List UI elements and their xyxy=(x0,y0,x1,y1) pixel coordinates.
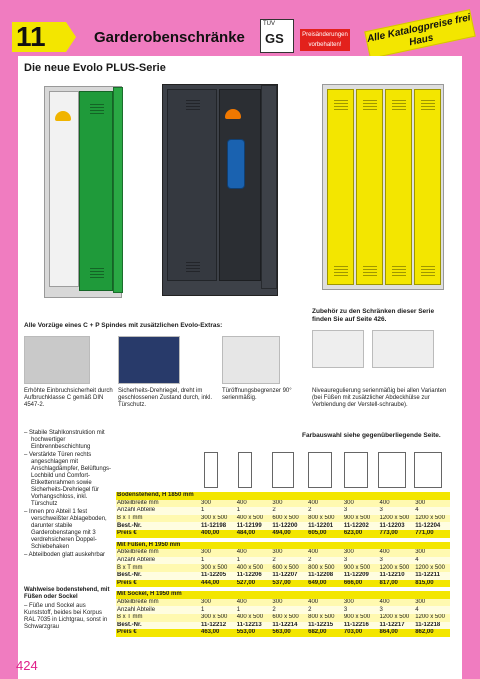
table-cell: 864,00 xyxy=(379,629,415,637)
row-label: B x T mm xyxy=(116,564,200,572)
table-cell: 400 x 500 xyxy=(236,614,272,622)
table-cell: 2 xyxy=(307,557,343,565)
table-cell: 11-12212 xyxy=(200,622,236,630)
yellow-door xyxy=(356,89,383,285)
table-cell: 400 xyxy=(379,599,415,607)
table-cell: 800 x 500 xyxy=(307,515,343,523)
table-cell: 600 x 500 xyxy=(271,614,307,622)
table-cell xyxy=(379,542,415,550)
table-cell: 817,00 xyxy=(379,580,415,588)
table-cell: 11-12216 xyxy=(343,622,379,630)
page-number: 424 xyxy=(16,658,38,673)
table-row xyxy=(116,580,450,588)
table-cell: 300 x 500 xyxy=(200,564,236,572)
table-cell: 300 x 500 xyxy=(200,614,236,622)
locker-diagram-5 xyxy=(344,452,368,488)
row-label: B x T mm xyxy=(116,614,200,622)
section-header xyxy=(116,591,450,599)
table-cell: 3 xyxy=(379,606,415,614)
green-door xyxy=(79,91,113,291)
table-cell: 1 xyxy=(236,557,272,565)
table-cell xyxy=(343,591,379,599)
table-cell: 1200 x 500 xyxy=(379,515,415,523)
table-cell: 463,00 xyxy=(200,629,236,637)
table-cell: 400 xyxy=(307,599,343,607)
yellow-door xyxy=(414,89,441,285)
table-row xyxy=(116,515,450,523)
vent-icon xyxy=(186,100,200,110)
table-cell: 11-12199 xyxy=(236,522,272,530)
table-cell: 773,00 xyxy=(379,530,415,538)
table-cell: 300 xyxy=(343,500,379,508)
table-cell: 862,00 xyxy=(414,629,450,637)
row-label: Best.-Nr. xyxy=(116,572,200,580)
table-cell: 300 xyxy=(414,549,450,557)
table-row xyxy=(116,549,450,557)
table-cell: 11-12200 xyxy=(271,522,307,530)
free-delivery-badge: Alle Katalogpreise frei Haus xyxy=(364,9,475,59)
table-cell: 900 x 500 xyxy=(343,614,379,622)
locker-diagram-2 xyxy=(238,452,252,488)
vent-icon xyxy=(90,268,104,278)
table-cell xyxy=(414,492,450,500)
vent-icon xyxy=(186,262,200,272)
left-margin-band xyxy=(0,0,18,679)
lock-detail-image xyxy=(118,336,180,384)
table-cell: 3 xyxy=(343,557,379,565)
table-cell xyxy=(236,591,272,599)
list-item: – Abteilboden glatt auskehrbar xyxy=(24,552,106,558)
table-cell xyxy=(379,591,415,599)
table-cell xyxy=(379,492,415,500)
table-cell: 771,00 xyxy=(414,530,450,538)
price-table xyxy=(116,492,450,637)
list-item: – Innen pro Abteil 1 fest verschweißter Ablageboden, darunter stabile Garderobenstange mit 3 verdrehsicheren Doppel-Schiebehaken xyxy=(24,509,107,550)
table-cell: 2 xyxy=(271,557,307,565)
table-cell xyxy=(271,492,307,500)
yellow-door xyxy=(385,89,412,285)
extra-caption: Erhöhte Einbruchsicherheit durch Aufbruchklasse C gemäß DIN 4547-2. xyxy=(24,388,113,408)
yellow-locker-image xyxy=(322,84,444,290)
table-cell: 800 x 500 xyxy=(307,614,343,622)
row-label: Bodenstehend, H 1850 mm xyxy=(116,492,200,500)
table-cell xyxy=(271,542,307,550)
table-cell: 11-12205 xyxy=(200,572,236,580)
table-cell: 400 x 500 xyxy=(236,564,272,572)
table-cell: 11-12211 xyxy=(414,572,450,580)
table-cell xyxy=(271,591,307,599)
table-cell: 2 xyxy=(271,606,307,614)
tuv-mark: TÜV xyxy=(263,21,275,27)
table-cell: 400 xyxy=(379,549,415,557)
table-row xyxy=(116,507,450,515)
row-label: Anzahl Abteile xyxy=(116,557,200,565)
table-row xyxy=(116,614,450,622)
anthracite-door xyxy=(167,89,217,281)
table-cell xyxy=(307,542,343,550)
helmet-icon xyxy=(225,109,241,119)
table-cell: 400,00 xyxy=(200,530,236,538)
helmet-icon xyxy=(55,111,71,121)
table-cell: 1 xyxy=(200,557,236,565)
table-cell: 494,00 xyxy=(271,530,307,538)
table-cell: 11-12214 xyxy=(271,622,307,630)
anthracite-door-open xyxy=(261,85,277,289)
table-cell xyxy=(236,492,272,500)
section-header xyxy=(116,492,450,500)
series-title: Die neue Evolo PLUS-Serie xyxy=(24,62,166,74)
locker-diagram-4 xyxy=(308,452,332,488)
list-item: – Verstärkte Türen rechts angeschlagen mit Anschlagdämpfer, Belüftungs-Lochbild und Comfort-Etikettenrahmen sowie Sicherheits-Drehriegel für Vorhangschloss, inkl. Türschutz xyxy=(24,452,112,507)
table-cell: 553,00 xyxy=(236,629,272,637)
table-cell: 300 x 500 xyxy=(200,515,236,523)
table-cell: 800 x 500 xyxy=(307,564,343,572)
table-cell: 600 x 500 xyxy=(271,515,307,523)
table-cell: 400 xyxy=(307,500,343,508)
table-cell: 11-12206 xyxy=(236,572,272,580)
table-row xyxy=(116,522,450,530)
break-in-detail-image xyxy=(24,336,90,384)
table-cell: 666,00 xyxy=(343,580,379,588)
locker-diagram-1 xyxy=(204,452,218,488)
row-label: Mit Sockel, H 1950 mm xyxy=(116,591,200,599)
table-cell: 3 xyxy=(343,507,379,515)
table-cell: 649,00 xyxy=(307,580,343,588)
table-cell xyxy=(200,542,236,550)
table-cell: 484,00 xyxy=(236,530,272,538)
table-cell: 4 xyxy=(414,507,450,515)
vent-icon xyxy=(363,100,377,110)
row-label: Abteilbreite mm xyxy=(116,500,200,508)
table-cell: 400 xyxy=(236,500,272,508)
table-cell: 11-12208 xyxy=(307,572,343,580)
vent-icon xyxy=(363,266,377,276)
table-cell: 3 xyxy=(379,557,415,565)
table-row xyxy=(116,557,450,565)
gs-certification-logo xyxy=(260,19,294,53)
chapter-number: 11 xyxy=(12,22,66,52)
row-label: Abteilbreite mm xyxy=(116,549,200,557)
table-cell xyxy=(343,542,379,550)
table-cell: 815,00 xyxy=(414,580,450,588)
table-cell: 300 xyxy=(200,599,236,607)
table-cell: 1 xyxy=(236,606,272,614)
table-cell: 11-12201 xyxy=(307,522,343,530)
right-margin-band xyxy=(462,0,480,679)
locker-diagram-7 xyxy=(414,452,442,488)
table-cell: 1 xyxy=(200,507,236,515)
table-cell: 3 xyxy=(343,606,379,614)
table-cell: 563,00 xyxy=(271,629,307,637)
table-cell: 400 xyxy=(236,599,272,607)
price-change-badge: Preisänderungen vorbehalten! xyxy=(300,29,350,51)
anthracite-locker-image xyxy=(162,84,278,296)
table-cell: 300 xyxy=(343,549,379,557)
table-cell: 400 xyxy=(236,549,272,557)
row-label: Anzahl Abteile xyxy=(116,606,200,614)
extra-caption: Niveauregulierung serienmäßig bei allen Varianten (bei Füßen mit zusätzlicher Abdeckhülse zur Verblendung der Verstell-schraube). xyxy=(312,388,447,408)
table-cell: 400 xyxy=(307,549,343,557)
table-cell xyxy=(307,492,343,500)
table-cell: 300 xyxy=(414,599,450,607)
table-cell: 4 xyxy=(414,557,450,565)
table-cell: 2 xyxy=(271,507,307,515)
table-cell: 11-12202 xyxy=(343,522,379,530)
row-label: Abteilbreite mm xyxy=(116,599,200,607)
table-cell xyxy=(414,591,450,599)
table-cell: 300 xyxy=(343,599,379,607)
table-cell xyxy=(200,591,236,599)
extra-caption: Sicherheits-Drehriegel, dreht im geschlossenen Zustand durch, inkl. Türschutz. xyxy=(118,388,213,408)
row-label: Best.-Nr. xyxy=(116,622,200,630)
extra-caption: Türöffnungsbegrenzer 90° serienmäßig. xyxy=(222,388,292,401)
table-cell: 11-12215 xyxy=(307,622,343,630)
table-cell xyxy=(200,492,236,500)
table-cell: 1200 x 500 xyxy=(379,614,415,622)
row-label: Anzahl Abteile xyxy=(116,507,200,515)
vent-icon xyxy=(90,104,104,114)
table-cell: 11-12210 xyxy=(379,572,415,580)
table-cell: 527,00 xyxy=(236,580,272,588)
table-cell: 623,00 xyxy=(343,530,379,538)
locker-diagram-6 xyxy=(378,452,406,488)
table-cell: 2 xyxy=(307,606,343,614)
vent-icon xyxy=(421,266,435,276)
table-cell xyxy=(414,542,450,550)
table-row xyxy=(116,629,450,637)
table-cell: 1 xyxy=(200,606,236,614)
page-title: Garderobenschränke xyxy=(94,29,245,46)
vent-icon xyxy=(421,100,435,110)
table-row xyxy=(116,599,450,607)
extras-heading: Alle Vorzüge eines C + P Spindes mit zusätzlichen Evolo-Extras: xyxy=(24,322,223,329)
yellow-door xyxy=(327,89,354,285)
table-cell: 11-12198 xyxy=(200,522,236,530)
table-cell: 900 x 500 xyxy=(343,564,379,572)
green-locker-image xyxy=(44,86,122,298)
foot-accessory-image xyxy=(312,330,364,368)
table-cell xyxy=(307,591,343,599)
feature-list xyxy=(24,430,114,560)
table-cell: 300 xyxy=(271,599,307,607)
table-cell: 11-12203 xyxy=(379,522,415,530)
table-row xyxy=(116,530,450,538)
list-item: – Stabile Stahlkonstruktion mit hochwertiger Einbrennbeschichtung xyxy=(24,430,105,450)
table-cell: 300 xyxy=(414,500,450,508)
locker-diagram-3 xyxy=(272,452,294,488)
table-cell: 900 x 500 xyxy=(343,515,379,523)
table-cell xyxy=(343,492,379,500)
vent-icon xyxy=(392,266,406,276)
row-label: Best.-Nr. xyxy=(116,522,200,530)
jacket-icon xyxy=(227,139,245,189)
table-row xyxy=(116,622,450,630)
vent-icon xyxy=(334,100,348,110)
table-cell: 537,00 xyxy=(271,580,307,588)
vent-icon xyxy=(392,100,406,110)
table-cell: 600 x 500 xyxy=(271,564,307,572)
row-label: Preis € xyxy=(116,530,200,538)
table-cell: 400 x 500 xyxy=(236,515,272,523)
door-limiter-image xyxy=(222,336,280,384)
table-cell: 11-12209 xyxy=(343,572,379,580)
green-door-open xyxy=(113,87,123,293)
table-row xyxy=(116,564,450,572)
table-cell: 703,00 xyxy=(343,629,379,637)
table-cell: 11-12207 xyxy=(271,572,307,580)
table-cell: 2 xyxy=(307,507,343,515)
table-cell: 11-12218 xyxy=(414,622,450,630)
table-cell: 3 xyxy=(379,507,415,515)
table-row xyxy=(116,500,450,508)
table-cell: 605,00 xyxy=(307,530,343,538)
table-cell: 11-12217 xyxy=(379,622,415,630)
table-cell: 300 xyxy=(271,500,307,508)
table-cell: 300 xyxy=(271,549,307,557)
table-row xyxy=(116,572,450,580)
table-cell: 1200 x 500 xyxy=(414,515,450,523)
table-cell: 1200 x 500 xyxy=(414,564,450,572)
table-cell: 11-12213 xyxy=(236,622,272,630)
variant-heading: Wahlweise bodenstehend, mit Füßen oder Sockel xyxy=(24,587,110,600)
table-cell xyxy=(236,542,272,550)
variant-text: – Füße und Sockel aus Kunststoff, beides bei Korpus RAL 7035 in Lichtgrau, sonst in Schwarzgrau xyxy=(24,603,108,630)
vent-icon xyxy=(334,266,348,276)
table-cell: 1 xyxy=(236,507,272,515)
colour-note: Farbauswahl siehe gegenüberliegende Seite. xyxy=(302,432,441,439)
row-label: Preis € xyxy=(116,629,200,637)
table-cell: 444,00 xyxy=(200,580,236,588)
row-label: Preis € xyxy=(116,580,200,588)
table-row xyxy=(116,606,450,614)
table-cell: 300 xyxy=(200,549,236,557)
row-label: B x T mm xyxy=(116,515,200,523)
section-header xyxy=(116,542,450,550)
table-cell: 11-12204 xyxy=(414,522,450,530)
gs-mark: GS xyxy=(265,31,284,46)
row-label: Mit Füßen, H 1950 mm xyxy=(116,542,200,550)
table-cell: 682,00 xyxy=(307,629,343,637)
table-cell: 400 xyxy=(379,500,415,508)
base-accessory-image xyxy=(372,330,434,368)
table-cell: 1200 x 500 xyxy=(414,614,450,622)
table-cell: 1200 x 500 xyxy=(379,564,415,572)
accessories-caption: Zubehör zu den Schränken dieser Serie finden Sie auf Seite 426. xyxy=(312,308,435,323)
table-cell: 300 xyxy=(200,500,236,508)
table-cell: 4 xyxy=(414,606,450,614)
